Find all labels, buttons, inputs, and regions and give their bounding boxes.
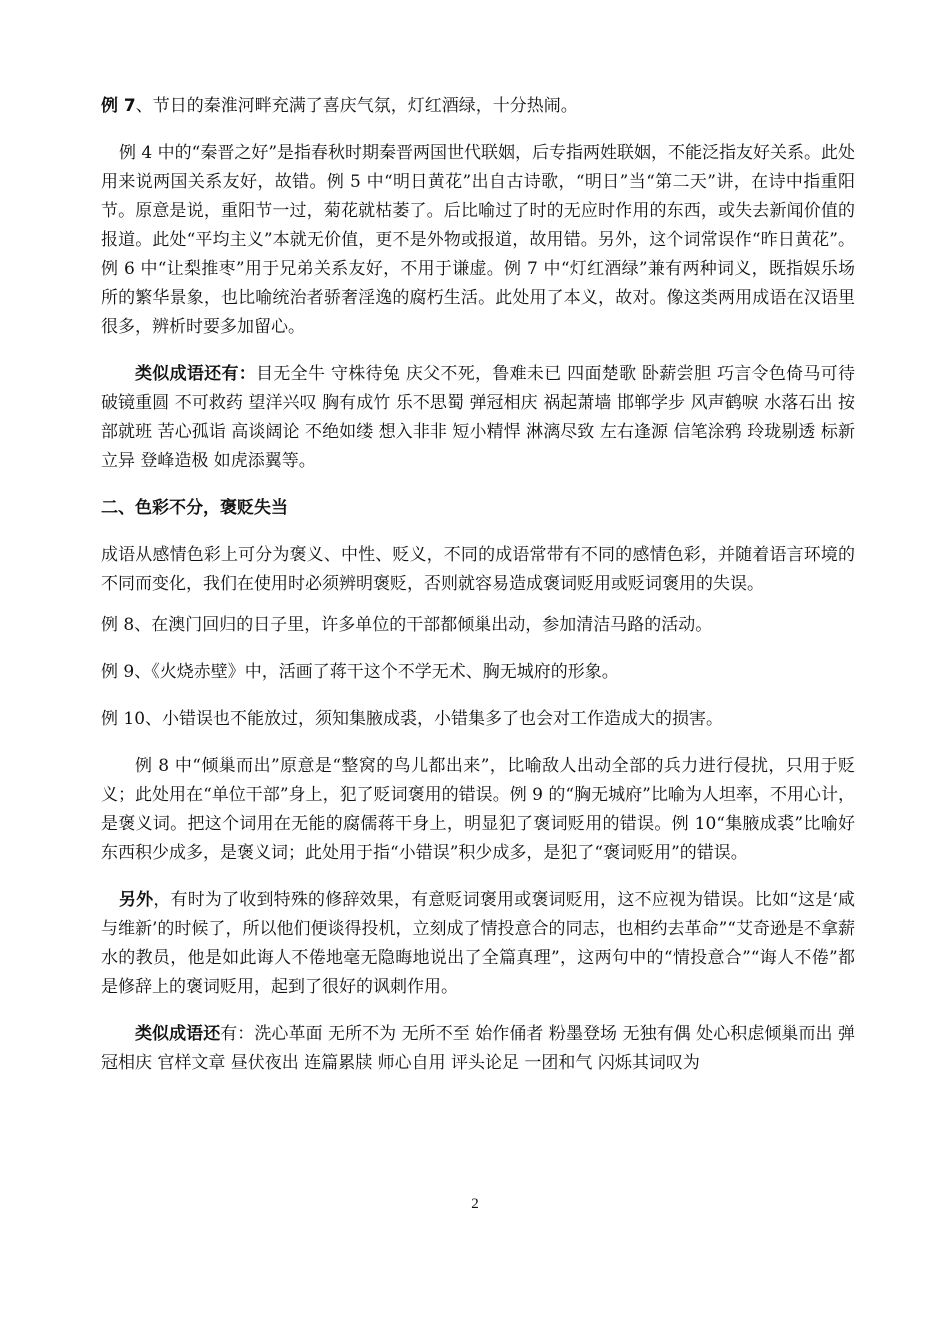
similar-idioms-2-label: 类似成语还 — [135, 1024, 221, 1044]
similar-idioms-2 — [101, 1020, 855, 1078]
example-8: 例 8、在澳门回归的日子里，许多单位的干部都倾巢出动，参加清洁马路的活动。 — [101, 615, 713, 635]
example-7 — [101, 92, 855, 121]
example-9: 例 9、《火烧赤壁》中，活画了蒋干这个不学无术、胸无城府的形象。 — [101, 662, 619, 682]
similar-idioms-1-text: 目无全牛 守株待兔 庆父不死，鲁难未已 四面楚歌 卧薪尝胆 巧言令色倚马可待 破镜重圆 不可救药 望洋兴叹 胸有成竹 乐不思蜀 弹冠相庆 祸起萧墙 邯郸学步 风声鹤唳 水落石出 按部就班 苦心孤诣 高谈阔论 不绝如缕 想入非非 短小精悍 淋漓尽致 左右逢源 信笔涂鸦 玲珑剔透 标新立异 登峰造极 如虎添翼等。 — [101, 364, 856, 471]
similar-idioms-1-label: 类似成语还有： — [135, 364, 257, 384]
example-10: 例 10、小错误也不能放过，须知集腋成裘，小错集多了也会对工作造成大的损害。 — [101, 709, 724, 729]
example-7-text: 、节日的秦淮河畔充满了喜庆气氛，灯红酒绿，十分热闹。 — [135, 96, 578, 116]
analysis-paragraph-1: 例 4 中的“秦晋之好”是指春秋时期秦晋两国世代联姻，后专指两姓联姻，不能泛指友好关系。此处用来说两国关系友好，故错。例 5 中“明日黄花”出自古诗歌，“明日”当“第二天”讲，在诗中指重阳节。原意是说，重阳节一过，菊花就枯萎了。后比喻过了时的无应时作用的东西，或失去新闻价值的报道。此处“平均主义”本就无价值，更不是外物或报道，故用错。另外，这个词常误作“昨日黄花”。例 6 中“让梨推枣”用于兄弟关系友好，不用于谦虚。例 7 中“灯红酒绿”兼有两种词义，既指娱乐场所的繁华景象，也比喻统治者骄奢淫逸的腐朽生活。此处用了本义，故对。像这类两用成语在汉语里很多，辨析时要多加留心。 — [101, 143, 856, 337]
besides-text: ，有时为了收到特殊的修辞效果，有意贬词褒用或褒词贬用，这不应视为错误。比如“这是‘咸与维新’的时候了，所以他们便谈得投机，立刻成了情投意合的同志，也相约去革命”“艾奇逊是不拿薪水的教员，他是如此诲人不倦地毫无隐晦地说出了全篇真理”，这两句中的“情投意合”“诲人不倦”都是修辞上的褒词贬用，起到了很好的讽刺作用。 — [101, 890, 856, 997]
besides-paragraph — [101, 886, 855, 1002]
document-page — [101, 92, 855, 1078]
besides-label: 另外 — [119, 890, 154, 910]
similar-idioms-2-text: 有：洗心革面 无所不为 无所不至 始作俑者 粉墨登场 无独有偶 处心积虑倾巢而出 弹冠相庆 官样文章 昼伏夜出 连篇累牍 师心自用 评头论足 一团和气 闪烁其词叹为 — [101, 1024, 856, 1073]
analysis-paragraph-2: 例 8 中“倾巢而出”原意是“整窝的鸟儿都出来”，比喻敌人出动全部的兵力进行侵扰，只用于贬义；此处用在“单位干部”身上，犯了贬词褒用的错误。例 9 的“胸无城府”比喻为人坦率，不用心计，是褒义词。把这个词用在无能的腐儒蒋干身上，明显犯了褒词贬用的错误。例 10“集腋成裘”比喻好东西积少成多，是褒义词；此处用于指“小错误”积少成多，是犯了“褒词贬用”的错误。 — [101, 756, 855, 863]
section-2-intro: 成语从感情色彩上可分为褒义、中性、贬义，不同的成语常带有不同的感情色彩，并随着语言环境的不同而变化，我们在使用时必须辨明褒贬，否则就容易造成褒词贬用或贬词褒用的失误。 — [101, 545, 855, 594]
similar-idioms-1 — [101, 360, 855, 476]
section-2-heading: 二、色彩不分，褒贬失当 — [101, 498, 288, 518]
example-7-label: 例 7 — [101, 96, 136, 116]
page-number: 2 — [471, 1196, 479, 1212]
